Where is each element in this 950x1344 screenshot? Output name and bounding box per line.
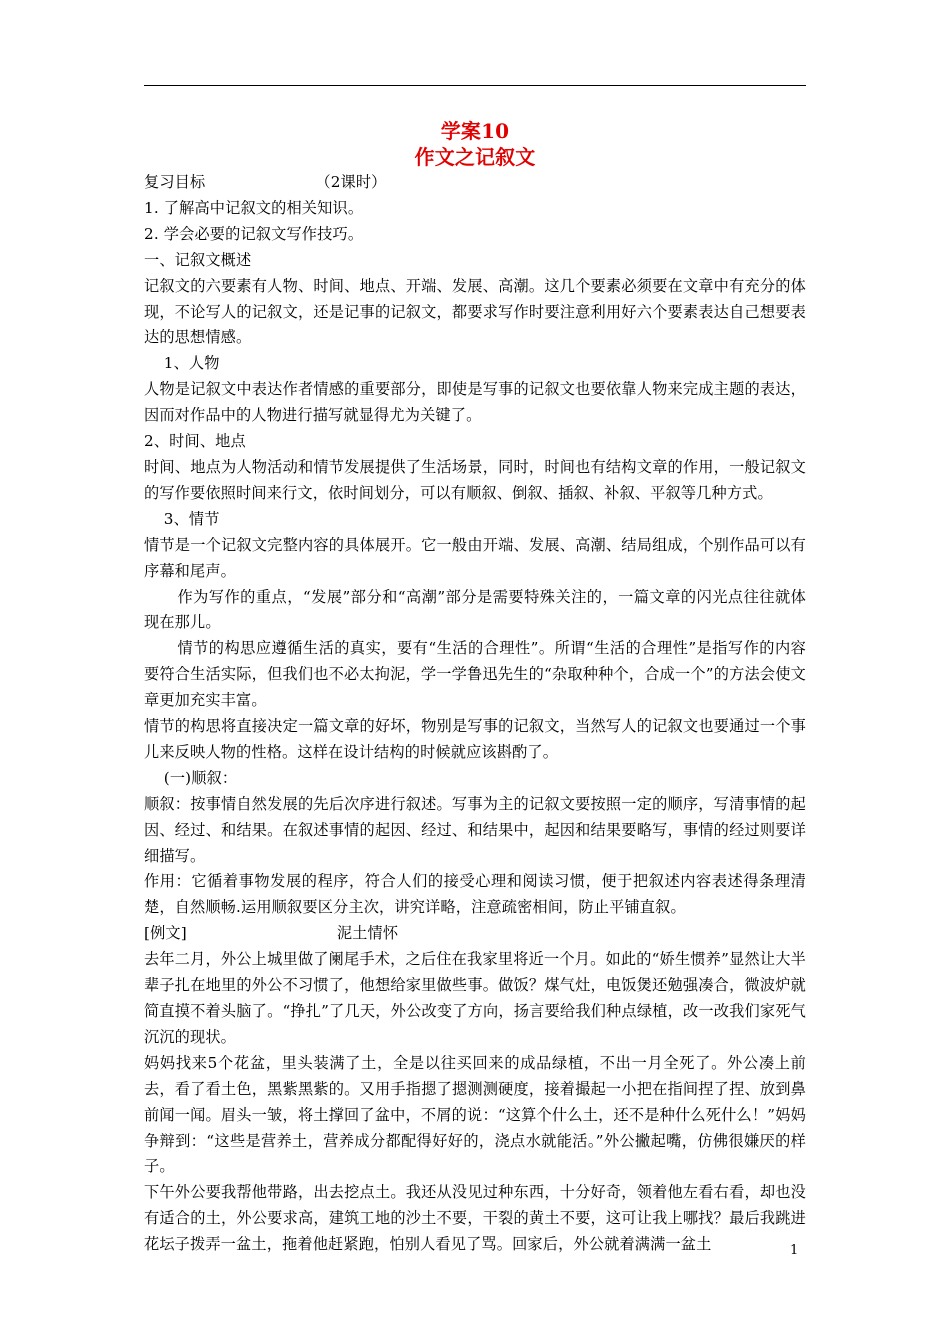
sequential-usage: 作用：它循着事物发展的程序，符合人们的接受心理和阅读习惯，便于把叙述内容表述得条理清楚，自然顺畅.运用顺叙要区分主次，讲究详略，注意疏密相间，防止平铺直叙。 — [144, 872, 806, 917]
heading-time-place: 2、时间、地点 — [144, 432, 246, 451]
goal-label: 复习目标 — [144, 173, 206, 191]
plot-paragraph-4: 情节的构思将直接决定一篇文章的好坏，物别是写事的记叙文，当然写人的记叙文也要通过一个事儿来反映人物的性格。这样在设计结构的时候就应该斟酌了。 — [144, 717, 806, 761]
section-heading-overview: 一、记叙文概述 — [144, 250, 252, 269]
heading-sequential: (一)顺叙： — [163, 768, 238, 787]
time-place-paragraph: 时间、地点为人物活动和情节发展提供了生活场景，同时，时间也有结构文章的作用，一般记叙文的写作要依照时间来行文，依时间划分，可以有顺叙、倒叙、插叙、补叙、平叙等几种方式。 — [144, 457, 806, 502]
plot-paragraph-1: 情节是一个记叙文完整内容的具体展开。它一般由开端、发展、高潮、结局组成，个别作品可以有序幕和尾声。 — [144, 535, 806, 580]
plot-paragraph-2: 作为写作的重点，“发展”部分和“高潮”部分是需要特殊关注的，一篇文章的闪光点往往就体现在那儿。 — [144, 587, 806, 632]
story-paragraph-1: 去年二月，外公上城里做了阑尾手术，之后住在我家里将近一个月。如此的“娇生惯养”显然让大半辈子扎在地里的外公不习惯了，他想给家里做些事。做饭？煤气灶，电饭煲还勉强凑合，微波炉就简直摸不着头脑了。“挣扎”了几天，外公改变了方向，扬言要给我们种点绿植，改一改我们家死气沉沉的现状。 — [144, 950, 806, 1046]
doc-title-number: 学案10 — [440, 119, 510, 143]
page-number: 1 — [790, 1243, 799, 1258]
person-paragraph: 人物是记叙文中表达作者情感的重要部分，即使是写事的记叙文也要依靠人物来完成主题的表达，因而对作品中的人物进行描写就显得尤为关键了。 — [144, 380, 806, 425]
document-body — [144, 118, 806, 1258]
example-title: 泥土情怀 — [336, 924, 399, 943]
goal-item-2: 2. 学会必要的记叙文写作技巧。 — [144, 224, 364, 243]
plot-paragraph-3: 情节的构思应遵循生活的真实，要有“生活的合理性”。所谓“生活的合理性”是指写作的内容要符合生活实际，但我们也不必太拘泥，学一学鲁迅先生的“杂取种种个，合成一个”的方法会使文章更加充实丰富。 — [144, 639, 806, 710]
heading-plot: 3、情节 — [163, 509, 220, 528]
goal-line — [144, 170, 806, 196]
story-paragraph-3: 下午外公要我帮他带路，出去挖点土。我还从没见过种东西，十分好奇，领着他左看右看，却也没有适合的土，外公要求高，建筑工地的沙土不要，干裂的黄土不要，这可让我上哪找？最后我跳进花坛子拨弄一盆土，拖着他赶紧跑，怕别人看见了骂。回家后，外公就着满满一盆土 — [144, 1183, 806, 1254]
story-paragraph-2: 妈妈找来5个花盆，里头装满了土，全是以往买回来的成品绿植，不出一月全死了。外公凑上前去，看了看土色，黑紫黑紫的。又用手指摁了摁测测硬度，接着撮起一小把在指间捏了捏、放到鼻前闻一闻。眉头一皱，将土撑回了盆中，不屑的说：“这算个什么土，还不是种什么死什么！”妈妈争辩到：“这些是营养土，营养成分都配得好好的，浇点水就能活。”外公撇起嘴，仿佛很嫌厌的样子。 — [144, 1053, 806, 1176]
goal-item-1: 1. 了解高中记叙文的相关知识。 — [144, 198, 364, 217]
example-label: [例文] — [144, 924, 187, 943]
header-rule — [144, 85, 806, 86]
doc-title: 作文之记叙文 — [414, 145, 536, 169]
overview-paragraph: 记叙文的六要素有人物、时间、地点、开端、发展、高潮。这几个要素必须要在文章中有充分的体现，不论写人的记叙文，还是记事的记叙文，都要求写作时要注意利用好六个要素表达自己想要表达的思想情感。 — [144, 276, 806, 347]
heading-person: 1、人物 — [163, 354, 220, 373]
goal-hours: （2课时） — [315, 173, 387, 191]
example-line — [144, 921, 806, 947]
sequential-definition: 顺叙：按事情自然发展的先后次序进行叙述。写事为主的记叙文要按照一定的顺序，写清事情的起因、经过、和结果。在叙述事情的起因、经过、和结果中，起因和结果要略写，事情的经过则要详细描写。 — [144, 794, 806, 865]
